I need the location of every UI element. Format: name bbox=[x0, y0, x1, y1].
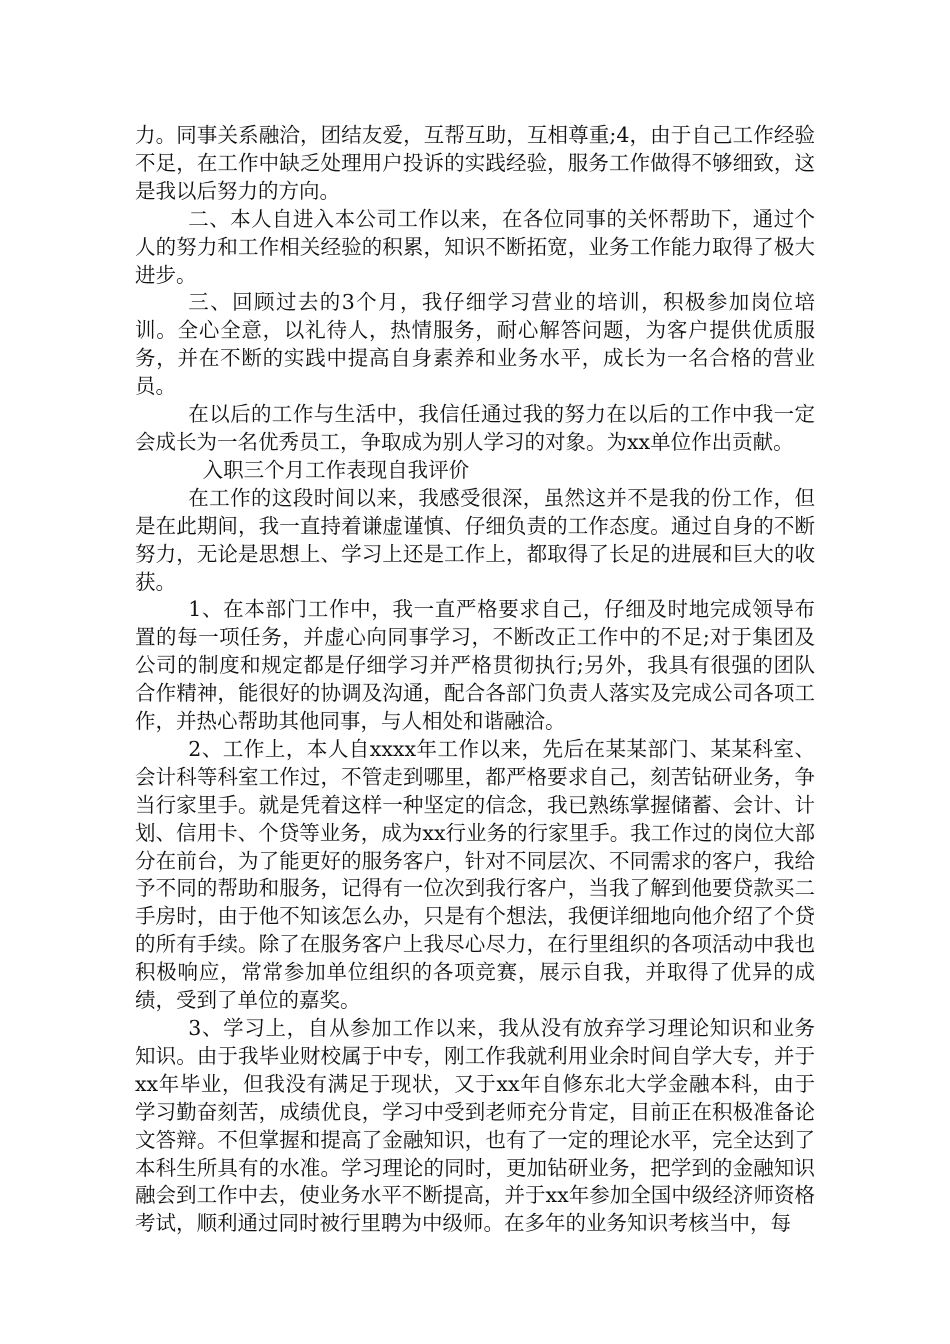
document-page bbox=[135, 122, 815, 1238]
paragraph-intro: 在工作的这段时间以来，我感受很深，虽然这并不是我的份工作，但是在此期间，我一直持着谦虚谨慎、仔细负责的工作态度。通过自身的不断努力，无论是思想上、学习上还是工作上，都取得了长足的进展和巨大的收获。 bbox=[135, 485, 815, 594]
paragraph-future: 在以后的工作与生活中，我信任通过我的努力在以后的工作中我一定会成长为一名优秀员工，争取成为别人学习的对象。为xx单位作出贡献。 bbox=[135, 402, 815, 454]
paragraph-point-1: 1、在本部门工作中，我一直严格要求自己，仔细及时地完成领导布置的每一项任务，并虚心向同事学习，不断改正工作中的不足;对于集团及公司的制度和规定都是仔细学习并严格贯彻执行;另外，我具有很强的团队合作精神，能很好的协调及沟通，配合各部门负责人落实及完成公司各项工作，并热心帮助其他同事，与人相处和谐融洽。 bbox=[135, 597, 815, 734]
paragraph-point-3: 3、学习上，自从参加工作以来，我从没有放弃学习理论知识和业务知识。由于我毕业财校属于中专，刚工作我就利用业余时间自学大专，并于xx年毕业，但我没有满足于现状，又于xx年自修东北大学金融本科，由于学习勤奋刻苦，成绩优良，学习中受到老师充分肯定，目前正在积极准备论文答辩。不但掌握和提高了金融知识，也有了一定的理论水平，完全达到了本科生所具有的水准。学习理论的同时，更加钻研业务，把学到的金融知识融会到工作中去，使业务水平不断提高，并于xx年参加全国中级经济师资格考试，顺利通过同时被行里聘为中级师。在多年的业务知识考核当中，每 bbox=[135, 1016, 815, 1236]
paragraph-two: 二、本人自进入本公司工作以来，在各位同事的关怀帮助下，通过个人的努力和工作相关经验的积累，知识不断拓宽，业务工作能力取得了极大进步。 bbox=[135, 206, 815, 287]
paragraph-three: 三、回顾过去的3个月，我仔细学习营业的培训，积极参加岗位培训。全心全意，以礼待人，热情服务，耐心解答问题，为客户提供优质服务，并在不断的实践中提高自身素养和业务水平，成长为一名合格的营业员。 bbox=[135, 290, 815, 399]
paragraph-continued: 力。同事关系融洽，团结友爱，互帮互助，互相尊重;4，由于自己工作经验不足，在工作中缺乏处理用户投诉的实践经验，服务工作做得不够细致，这是我以后努力的方向。 bbox=[135, 123, 815, 203]
paragraph-point-2: 2、工作上，本人自xxxx年工作以来，先后在某某部门、某某科室、会计科等科室工作过，不管走到哪里，都严格要求自己，刻苦钻研业务，争当行家里手。就是凭着这样一种坚定的信念，我已熟练掌握储蓄、会计、计划、信用卡、个贷等业务，成为xx行业务的行家里手。我工作过的岗位大部分在前台，为了能更好的服务客户，针对不同层次、不同需求的客户，我给予不同的帮助和服务，记得有一位次到我行客户，当我了解到他要贷款买二手房时，由于他不知该怎么办，只是有个想法，我便详细地向他介绍了个贷的所有手续。除了在服务客户上我尽心尽力，在行里组织的各项活动中我也积极响应，常常参加单位组织的各项竞赛，展示自我，并取得了优异的成绩，受到了单位的嘉奖。 bbox=[135, 736, 815, 1013]
section-heading: 入职三个月工作表现自我评价 bbox=[202, 457, 470, 482]
